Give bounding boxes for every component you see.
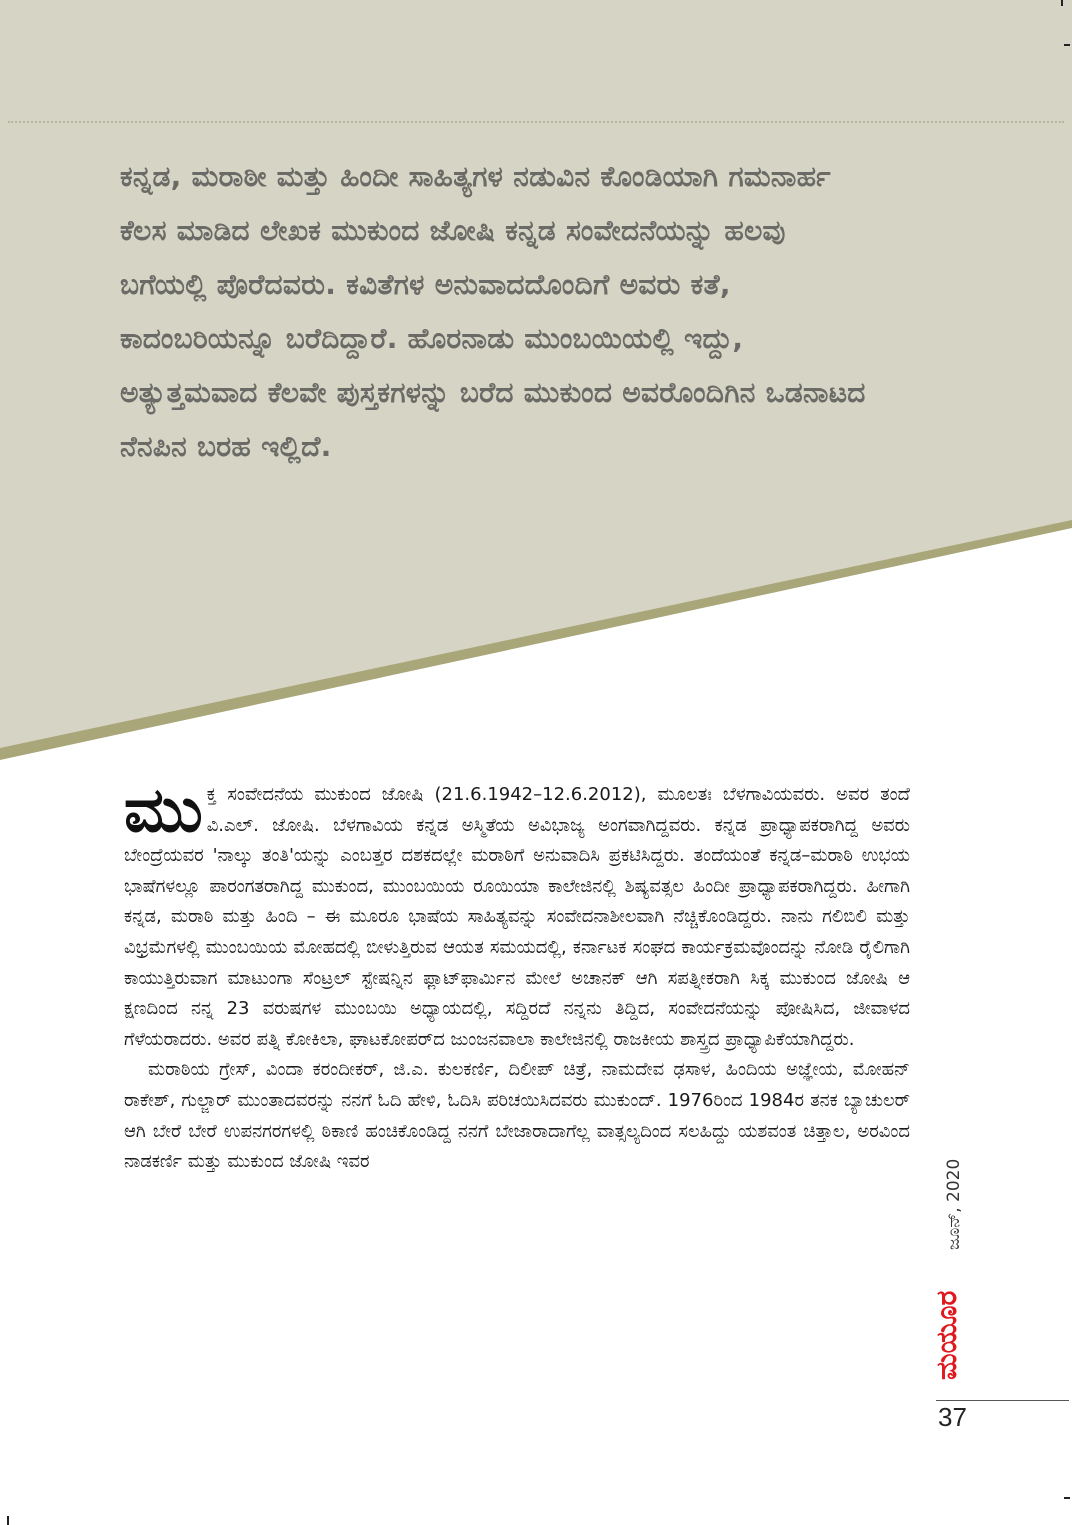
crop-mark-top-right <box>1061 0 1063 6</box>
intro-text: ಕನ್ನಡ, ಮರಾಠೀ ಮತ್ತು ಹಿಂದೀ ಸಾಹಿತ್ಯಗಳ ನಡುವಿನ ಕೊಂಡಿಯಾಗಿ ಗಮನಾರ್ಹ ಕೆಲಸ ಮಾಡಿದ ಲೇಖಕ ಮುಕುಂದ ಜೋಷಿ ಕನ್ನಡ ಸಂವೇದನೆಯನ್ನು ಹಲವು ಬಗೆಯಲ್ಲಿ ಪೊರೆದವರು. ಕವಿತೆಗಳ ಅನುವಾದದೊಂದಿಗೆ ಅವರು ಕತೆ, ಕಾದಂಬರಿಯನ್ನೂ ಬರೆದಿದ್ದಾರೆ. ಹೊರನಾಡು ಮುಂಬಯಿಯಲ್ಲಿ ಇದ್ದು, ಅತ್ಯುತ್ತಮವಾದ ಕೆಲವೇ ಪುಸ್ತಕಗಳನ್ನು ಬರೆದ ಮುಕುಂದ ಅವರೊಂದಿಗಿನ ಒಡನಾಟದ ನೆನಪಿನ ಬರಹ ಇಲ್ಲಿದೆ. <box>120 160 866 463</box>
paragraph-1-text: ಕ್ತ ಸಂವೇದನೆಯ ಮುಕುಂದ ಜೋಷಿ (21.6.1942–12.6.2012), ಮೂಲತಃ ಬೆಳಗಾವಿಯವರು. ಅವರ ತಂದೆ ವಿ.ಎಲ್. ಜೋಷಿ. ಬೆಳಗಾವಿಯ ಕನ್ನಡ ಅಸ್ಮಿತೆಯ ಅವಿಭಾಜ್ಯ ಅಂಗವಾಗಿದ್ದವರು. ಕನ್ನಡ ಪ್ರಾಧ್ಯಾಪಕರಾಗಿದ್ದ ಅವರು ಬೇಂದ್ರೆಯವರ 'ನಾಲ್ಕು ತಂತಿ'ಯನ್ನು ಎಂಬತ್ತರ ದಶಕದಲ್ಲೇ ಮರಾಠಿಗೆ ಅನುವಾದಿಸಿ ಪ್ರಕಟಿಸಿದ್ದರು. ತಂದೆಯಂತೆ ಕನ್ನಡ–ಮರಾಠಿ ಉಭಯ ಭಾಷೆಗಳಲ್ಲೂ ಪಾರಂಗತರಾಗಿದ್ದ ಮುಕುಂದ, ಮುಂಬಯಿಯ ರೂಯಿಯಾ ಕಾಲೇಜಿನಲ್ಲಿ ಶಿಷ್ಯವತ್ಸಲ ಹಿಂದೀ ಪ್ರಾಧ್ಯಾಪಕರಾಗಿದ್ದರು. ಹೀಗಾಗಿ ಕನ್ನಡ, ಮರಾಠಿ ಮತ್ತು ಹಿಂದಿ – ಈ ಮೂರೂ ಭಾಷೆಯ ಸಾಹಿತ್ಯವನ್ನು ಸಂವೇದನಾಶೀಲವಾಗಿ ನೆಚ್ಚಿಕೊಂಡಿದ್ದರು. ನಾನು ಗಲಿಬಿಲಿ ಮತ್ತು ವಿಭ್ರಮೆಗಳಲ್ಲಿ ಮುಂಬಯಿಯ ಮೋಹದಲ್ಲಿ ಬೀಳುತ್ತಿರುವ ಆಯತ ಸಮಯದಲ್ಲಿ, ಕರ್ನಾಟಕ ಸಂಘದ ಕಾರ್ಯಕ್ರಮವೊಂದನ್ನು ನೋಡಿ ರೈಲಿಗಾಗಿ ಕಾಯುತ್ತಿರುವಾಗ ಮಾಟುಂಗಾ ಸೆಂಟ್ರಲ್ ಸ್ಟೇಷನ್ನಿನ ಫ್ಲಾಟ್‌ಫಾರ್ಮಿನ ಮೇಲೆ ಅಚಾನಕ್ ಆಗಿ ಸಪತ್ನೀಕರಾಗಿ ಸಿಕ್ಕ ಮುಕುಂದ ಜೋಷಿ ಆ ಕ್ಷಣದಿಂದ ನನ್ನ 23 ವರುಷಗಳ ಮುಂಬಯಿ ಅಧ್ಯಾಯದಲ್ಲಿ, ಸದ್ದಿರದೆ ನನ್ನನು ತಿದ್ದಿದ, ಸಂವೇದನೆಯನ್ನು ಪೋಷಿಸಿದ, ಜೀವಾಳದ ಗೆಳೆಯರಾದರು. ಅವರ ಪತ್ನಿ ಕೋಕಿಲಾ, ಘಾಟಕೋಪರ್‌ದ ಜುಂಜನವಾಲಾ ಕಾಲೇಜಿನಲ್ಲಿ ರಾಜಕೀಯ ಶಾಸ್ತ್ರದ ಪ್ರಾಧ್ಯಾಪಿಕೆಯಾಗಿದ್ದರು. <box>124 784 910 1050</box>
article-paragraph-2: ಮರಾಠಿಯ ಗ್ರೇಸ್, ವಿಂದಾ ಕರಂದೀಕರ್, ಜಿ.ಎ. ಕುಲಕರ್ಣಿ, ದಿಲೀಪ್ ಚಿತ್ರೆ, ನಾಮದೇವ ಢಸಾಳ, ಹಿಂದಿಯ ಅಜ್ಞೇಯ, ಮೋಹನ್ ರಾಕೇಶ್, ಗುಲ್ಜಾರ್ ಮುಂತಾದವರನ್ನು ನನಗೆ ಓದಿ ಹೇಳಿ, ಓದಿಸಿ ಪರಿಚಯಿಸಿದವರು ಮುಕುಂದ್. 1976ರಿಂದ 1984ರ ತನಕ ಬ್ಯಾಚುಲರ್ ಆಗಿ ಬೇರೆ ಬೇರೆ ಉಪನಗರಗಳಲ್ಲಿ ಠಿಕಾಣಿ ಹಂಚಿಕೊಂಡಿದ್ದ ನನಗೆ ಬೇಜಾರಾದಾಗೆಲ್ಲ ವಾತ್ಸಲ್ಯದಿಂದ ಸಲಹಿದ್ದು ಯಶವಂತ ಚಿತ್ತಾಲ, ಅರವಿಂದ ನಾಡಕರ್ಣಿ ಮತ್ತು ಮುಕುಂದ ಜೋಷಿ ಇವರ <box>124 1059 910 1173</box>
issue-date: ಜೂನ್, 2020 <box>944 1158 964 1250</box>
magazine-logo: ಮಯೂರ <box>930 1290 963 1380</box>
crop-mark-bottom-left <box>7 1516 9 1525</box>
dotted-rule <box>8 121 1064 123</box>
crop-mark-right-lower <box>1064 1497 1070 1499</box>
page-number-rule <box>936 1400 1069 1401</box>
crop-mark-right-upper <box>1064 44 1070 46</box>
article-body <box>124 773 910 1178</box>
page-number: 37 <box>938 1402 967 1432</box>
article-paragraph-1 <box>124 773 910 1055</box>
drop-cap: ಮು <box>124 773 203 846</box>
